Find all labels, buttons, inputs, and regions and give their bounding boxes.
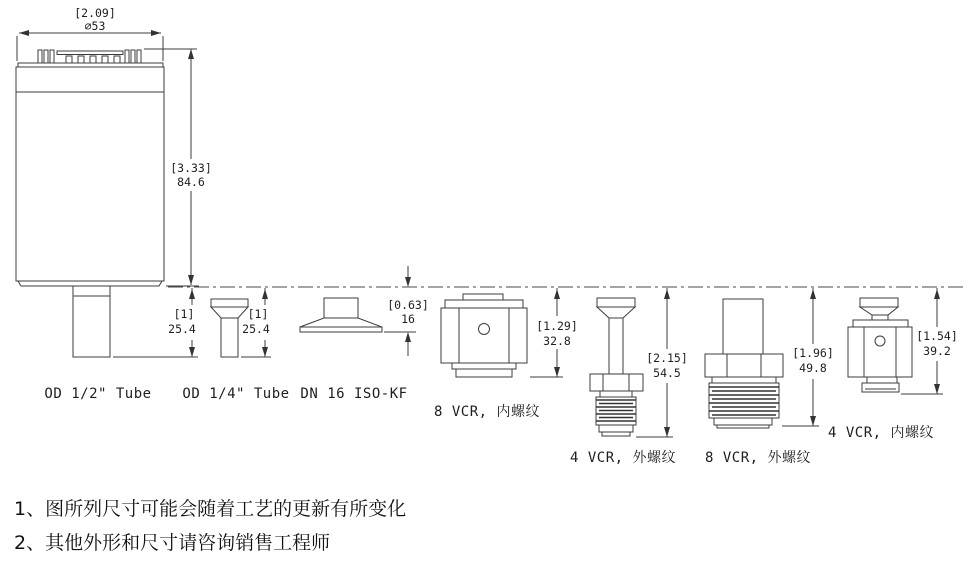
dim-height-mm: 84.6 xyxy=(177,175,205,189)
note-1: 1、图所列尺寸可能会随着工艺的更新有所变化 xyxy=(14,498,407,520)
dim-4vcrm-mm: 54.5 xyxy=(653,366,681,380)
dim-dn16-mm: 16 xyxy=(401,312,415,326)
dim-od12 xyxy=(113,288,198,357)
dim-dn16 xyxy=(384,266,429,356)
dim-8vcr-female xyxy=(530,288,578,377)
dim-4vcrf-mm: 39.2 xyxy=(923,344,951,358)
dim-dn16-inch: [0.63] xyxy=(387,298,429,312)
fitting-4vcr-male xyxy=(590,298,643,436)
dim-od12-mm: 25.4 xyxy=(168,322,196,336)
fitting-8vcr-female xyxy=(441,294,527,377)
dim-8vcrm-inch: [1.96] xyxy=(792,346,834,360)
dim-od14-mm: 25.4 xyxy=(242,322,270,336)
dim-8vcrf-mm: 32.8 xyxy=(543,334,571,348)
connector-pins xyxy=(38,50,141,63)
label-4vcrm: 4 VCR, 外螺纹 xyxy=(569,450,677,466)
dim-gauge-height xyxy=(144,49,212,286)
dim-od14-inch: [1] xyxy=(247,307,269,321)
label-od12: OD 1/2" Tube xyxy=(44,386,152,402)
dim-8vcrm-mm: 49.8 xyxy=(799,361,827,375)
dim-4vcrm-inch: [2.15] xyxy=(646,351,688,365)
label-od14: OD 1/4" Tube xyxy=(182,386,290,402)
label-8vcrm: 8 VCR, 外螺纹 xyxy=(704,450,812,466)
fitting-8vcr-male xyxy=(705,299,783,428)
fitting-od12-tube xyxy=(73,286,110,357)
label-8vcrf: 8 VCR, 内螺纹 xyxy=(433,404,541,420)
dim-od12-inch: [1] xyxy=(173,307,195,321)
dim-4vcrf-inch: [1.54] xyxy=(916,329,958,343)
dim-8vcrf-inch: [1.29] xyxy=(536,319,578,333)
dim-4vcr-male xyxy=(636,288,688,437)
dim-od14 xyxy=(241,288,271,357)
label-4vcrf: 4 VCR, 内螺纹 xyxy=(827,425,935,441)
note-2: 2、其他外形和尺寸请咨询销售工程师 xyxy=(14,532,331,554)
label-dn16: DN 16 ISO-KF xyxy=(300,386,408,402)
dim-width-inch: [2.09] xyxy=(74,6,116,20)
fitting-dn16-isokf xyxy=(300,298,382,332)
dim-8vcr-male xyxy=(782,288,834,426)
notes xyxy=(14,498,406,554)
dim-width-mm: ∅53 xyxy=(84,19,106,33)
dim-height-inch: [3.33] xyxy=(170,161,212,175)
gauge-body xyxy=(16,50,164,357)
fitting-4vcr-female xyxy=(848,298,912,392)
threads-4vcr xyxy=(596,400,636,421)
